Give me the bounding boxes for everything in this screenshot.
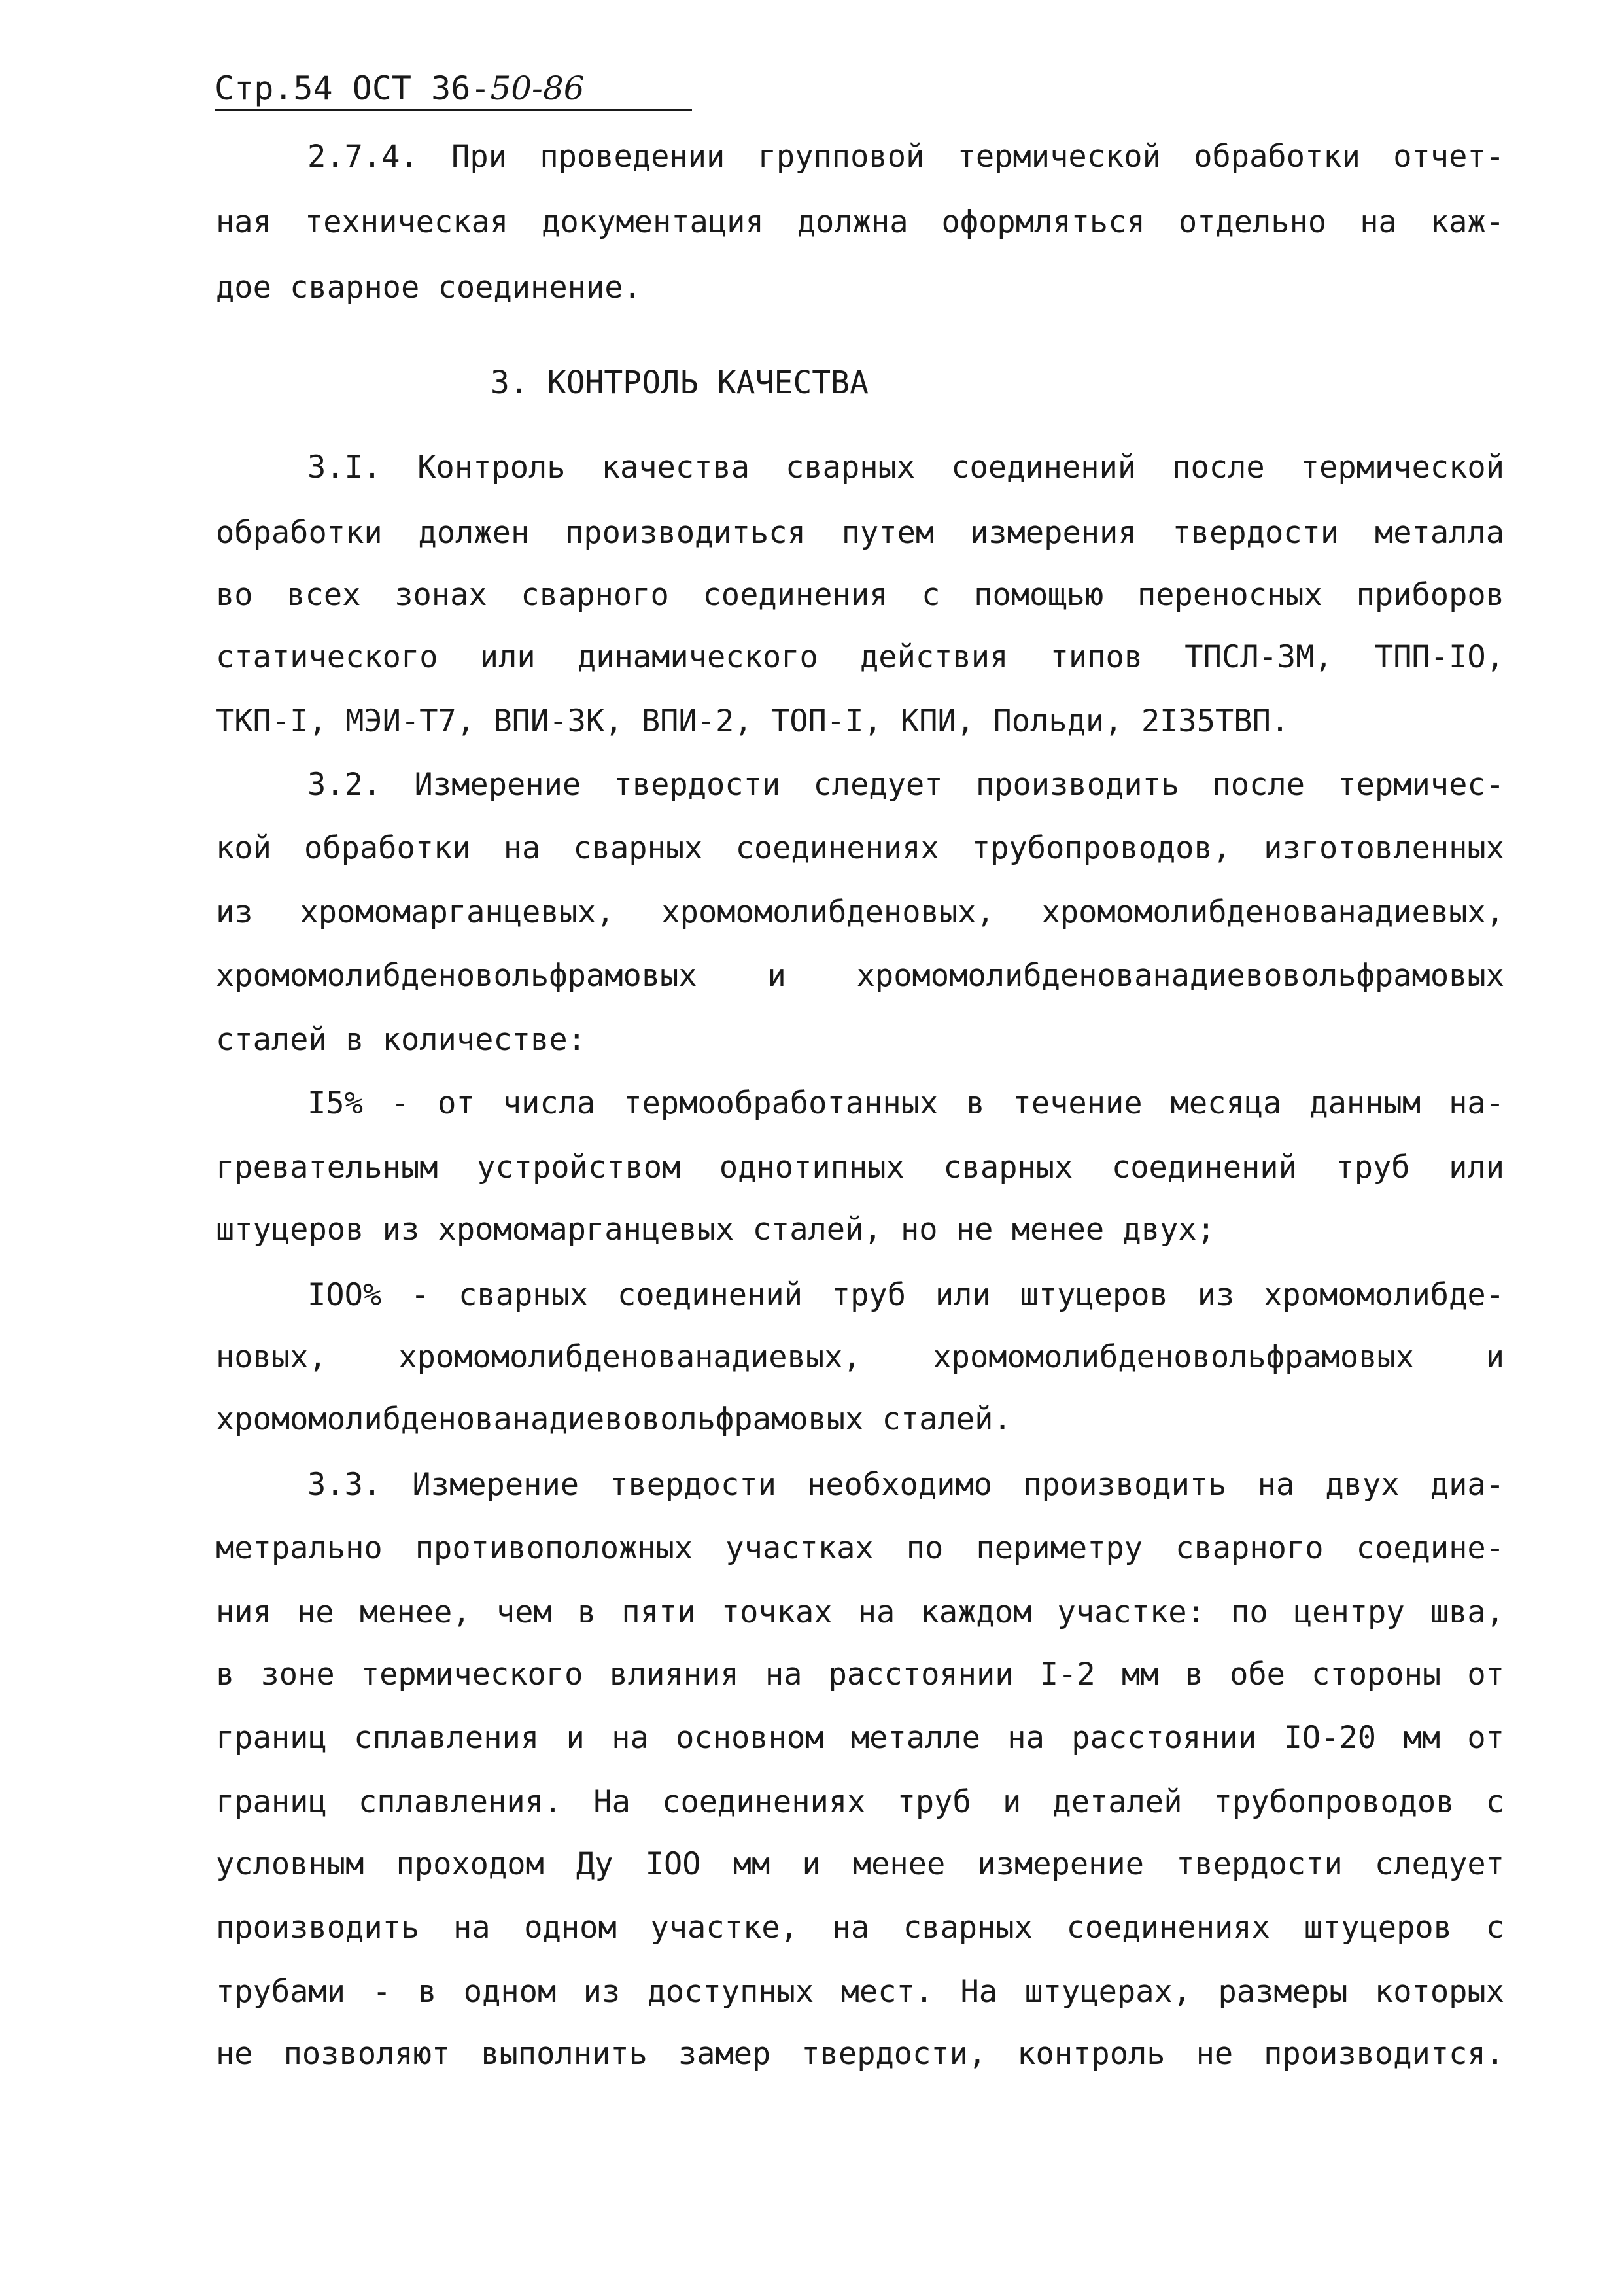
text-line: I5% - от числа термообработанных в течение месяца данным на- (307, 1085, 1504, 1121)
header-text: Стр.54 ОСТ 36- (215, 69, 491, 107)
text-line: во всех зонах сварного соединения с помощью переносных приборов (216, 577, 1504, 613)
text-line: хромомолибденованадиевовольфрамовых сталей. (216, 1401, 1012, 1437)
text-line: из хромомарганцевых, хромомолибденовых, хромомолибденованадиевых, (216, 894, 1504, 930)
text-line: кой обработки на сварных соединениях трубопроводов, изготовленных (216, 830, 1504, 866)
text-line: 3.3. Измерение твердости необходимо производить на двух диа- (307, 1467, 1504, 1503)
header-handwritten-number: 50-86 (490, 69, 585, 107)
text-line: условным проходом Ду IOO мм и менее измерение твердости следует (216, 1846, 1504, 1882)
text-line: штуцеров из хромомарганцевых сталей, но не менее двух; (216, 1212, 1216, 1248)
text-line: гревательным устройством однотипных сварных соединений труб или (216, 1149, 1504, 1185)
text-line: дое сварное соединение. (216, 270, 642, 306)
text-line: сталей в количестве: (216, 1022, 586, 1058)
text-line: ТКП-I, МЭИ-Т7, ВПИ-ЗК, ВПИ-2, ТОП-I, КПИ, Польди, 2I35ТВП. (216, 703, 1290, 739)
text-line: новых, хромомолибденованадиевых, хромомолибденовольфрамовых и (216, 1339, 1504, 1375)
text-line: обработки должен производиться путем измерения твердости металла (216, 515, 1504, 551)
page-header (215, 65, 585, 111)
text-line: 2.7.4. При проведении групповой термической обработки отчет- (307, 139, 1504, 175)
text-line: IOO% - сварных соединений труб или штуцеров из хромомолибде- (307, 1277, 1504, 1313)
text-line: статического или динамического действия типов ТПСЛ-ЗМ, ТПП-IO, (216, 639, 1504, 675)
text-line: 3.2. Измерение твердости следует производить после термичес- (307, 767, 1504, 803)
text-line: границ сплавления и на основном металле на расстоянии IO-20 мм от (216, 1720, 1504, 1756)
text-line: границ сплавления. На соединениях труб и деталей трубопроводов с (216, 1784, 1504, 1820)
text-line: метрально противоположных участках по периметру сварного соедине- (216, 1530, 1504, 1566)
text-line: в зоне термического влияния на расстоянии I-2 мм в обе стороны от (216, 1656, 1504, 1692)
text-line: хромомолибденовольфрамовых и хромомолибденованадиевовольфрамовых (216, 958, 1504, 994)
text-line: ния не менее, чем в пяти точках на каждом участке: по центру шва, (216, 1594, 1504, 1630)
text-line: не позволяют выполнить замер твердости, контроль не производится. (216, 2036, 1504, 2072)
text-line: ная техническая документация должна оформляться отдельно на каж- (216, 204, 1504, 240)
text-line: 3.I. Контроль качества сварных соединений после термической (307, 449, 1504, 485)
header-underline (215, 109, 692, 111)
text-line: производить на одном участке, на сварных соединениях штуцеров с (216, 1910, 1504, 1946)
section-heading: 3. КОНТРОЛЬ КАЧЕСТВА (491, 364, 869, 401)
text-line: трубами - в одном из доступных мест. На штуцерах, размеры которых (216, 1974, 1504, 2010)
